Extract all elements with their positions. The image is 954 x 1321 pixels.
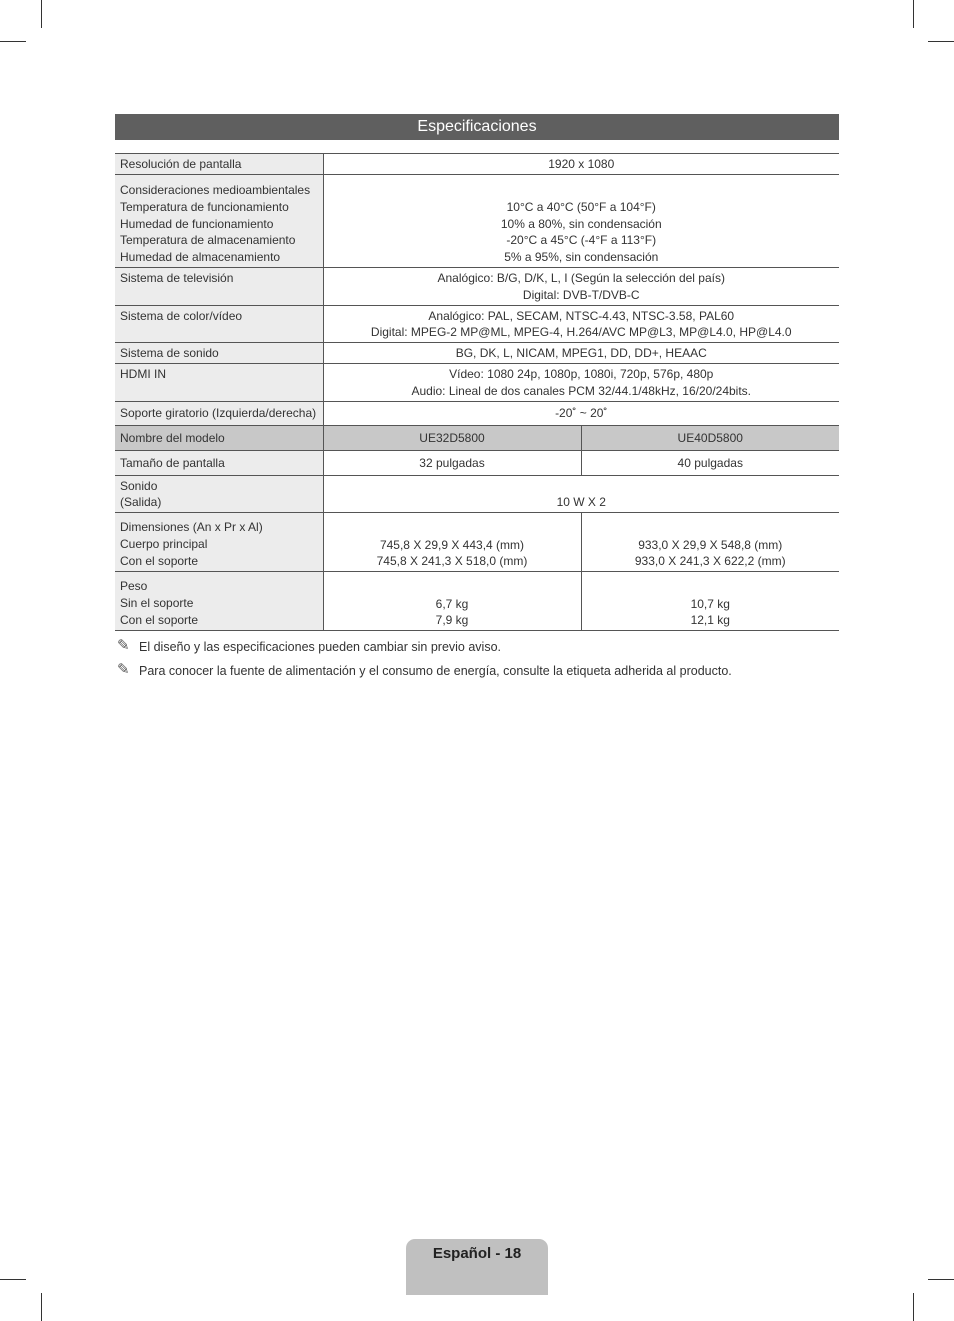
value-line: 745,8 X 241,3 X 518,0 (mm) xyxy=(376,554,528,569)
table-row xyxy=(115,305,839,343)
note-text: Para conocer la fuente de alimentación y el consumo de energía, consulte la etiqueta adherida al producto. xyxy=(139,664,732,678)
table-row xyxy=(115,513,839,572)
table-row xyxy=(115,154,839,175)
table-row xyxy=(115,475,839,513)
table-row xyxy=(115,343,839,364)
crop-mark xyxy=(41,0,42,28)
label-line: Temperatura de funcionamiento xyxy=(120,199,289,214)
row-value: -20˚ ~ 20˚ xyxy=(323,401,839,425)
value-a xyxy=(323,572,581,631)
notes xyxy=(117,637,847,685)
note xyxy=(117,661,847,685)
row-label: Nombre del modelo xyxy=(115,425,323,450)
crop-mark xyxy=(928,41,954,42)
value-line: 10°C a 40°C (50°F a 104°F) xyxy=(506,199,656,214)
spec-table xyxy=(115,153,839,631)
row-value xyxy=(323,363,839,401)
label-line: Con el soporte xyxy=(120,612,199,627)
note-text: El diseño y las especificaciones pueden cambiar sin previo aviso. xyxy=(139,640,501,654)
label-line: Con el soporte xyxy=(120,553,199,568)
model-b: UE40D5800 xyxy=(581,425,839,450)
value-line: Vídeo: 1080 24p, 1080p, 1080i, 720p, 576p, 480p xyxy=(449,366,714,381)
table-row xyxy=(115,175,839,268)
model-a: UE32D5800 xyxy=(323,425,581,450)
row-label: Sistema de color/vídeo xyxy=(115,305,323,343)
value-line: 933,0 X 241,3 X 622,2 (mm) xyxy=(634,554,786,569)
table-row xyxy=(115,450,839,475)
label-line: Dimensiones (An x Pr x Al) xyxy=(120,520,263,535)
label-line: Peso xyxy=(120,579,148,594)
row-value xyxy=(323,175,839,268)
value-line: 933,0 X 29,9 X 548,8 (mm) xyxy=(638,537,783,552)
row-label: Soporte giratorio (Izquierda/derecha) xyxy=(115,401,323,425)
row-label xyxy=(115,513,323,572)
table-row xyxy=(115,572,839,631)
value-a xyxy=(323,513,581,572)
row-label xyxy=(115,475,323,513)
value-line: 10,7 kg xyxy=(690,596,730,611)
label-line: (Salida) xyxy=(120,495,162,510)
label-line: Sin el soporte xyxy=(120,595,194,610)
value-line: Analógico: PAL, SECAM, NTSC-4.43, NTSC-3.58, PAL60 xyxy=(428,308,735,323)
label-line: Cuerpo principal xyxy=(120,536,208,551)
row-label xyxy=(115,175,323,268)
section-title: Especificaciones xyxy=(115,114,839,140)
value-line: 745,8 X 29,9 X 443,4 (mm) xyxy=(379,537,525,552)
label-line: Sonido xyxy=(120,478,158,493)
row-value xyxy=(323,305,839,343)
table-row xyxy=(115,401,839,425)
value-b xyxy=(581,513,839,572)
label-line: Humedad de funcionamiento xyxy=(120,216,274,231)
value-b xyxy=(581,572,839,631)
crop-mark xyxy=(913,0,914,28)
value-line: 5% a 95%, sin condensación xyxy=(504,250,659,265)
table-row xyxy=(115,267,839,305)
value-b: 40 pulgadas xyxy=(581,450,839,475)
value-line: Digital: MPEG-2 MP@ML, MPEG-4, H.264/AVC MP@L3, MP@L4.0, HP@L4.0 xyxy=(370,325,792,340)
row-label: HDMI IN xyxy=(115,363,323,401)
row-label: Sistema de sonido xyxy=(115,343,323,364)
crop-mark xyxy=(0,41,26,42)
row-label xyxy=(115,572,323,631)
label-line: Humedad de almacenamiento xyxy=(120,250,281,265)
row-value: 10 W X 2 xyxy=(323,475,839,513)
crop-mark xyxy=(928,1279,954,1280)
label-line: Temperatura de almacenamiento xyxy=(120,233,296,248)
value-line: Digital: DVB-T/DVB-C xyxy=(522,287,640,302)
row-label: Sistema de televisión xyxy=(115,267,323,305)
table-row xyxy=(115,425,839,450)
note xyxy=(117,637,847,661)
value-line: 7,9 kg xyxy=(435,613,469,628)
row-value: BG, DK, L, NICAM, MPEG1, DD, DD+, HEAAC xyxy=(323,343,839,364)
page-number: Español - 18 xyxy=(406,1239,548,1295)
row-value xyxy=(323,267,839,305)
label-line: Consideraciones medioambientales xyxy=(120,183,311,197)
value-line: Analógico: B/G, D/K, L, I (Según la selección del país) xyxy=(437,270,725,285)
value-line: Audio: Lineal de dos canales PCM 32/44.1/48kHz, 16/20/24bits. xyxy=(411,383,752,398)
table-row xyxy=(115,363,839,401)
value-line: 6,7 kg xyxy=(435,596,469,611)
row-label: Tamaño de pantalla xyxy=(115,450,323,475)
value-line: 12,1 kg xyxy=(690,613,730,628)
row-value: 1920 x 1080 xyxy=(323,154,839,175)
crop-mark xyxy=(41,1293,42,1321)
crop-mark xyxy=(0,1279,26,1280)
value-a: 32 pulgadas xyxy=(323,450,581,475)
pencil-icon: ✎ xyxy=(117,661,130,678)
pencil-icon: ✎ xyxy=(117,637,130,654)
row-label: Resolución de pantalla xyxy=(115,154,323,175)
crop-mark xyxy=(913,1293,914,1321)
value-line: 10% a 80%, sin condensación xyxy=(500,216,662,231)
value-line: -20°C a 45°C (-4°F a 113°F) xyxy=(506,233,657,248)
